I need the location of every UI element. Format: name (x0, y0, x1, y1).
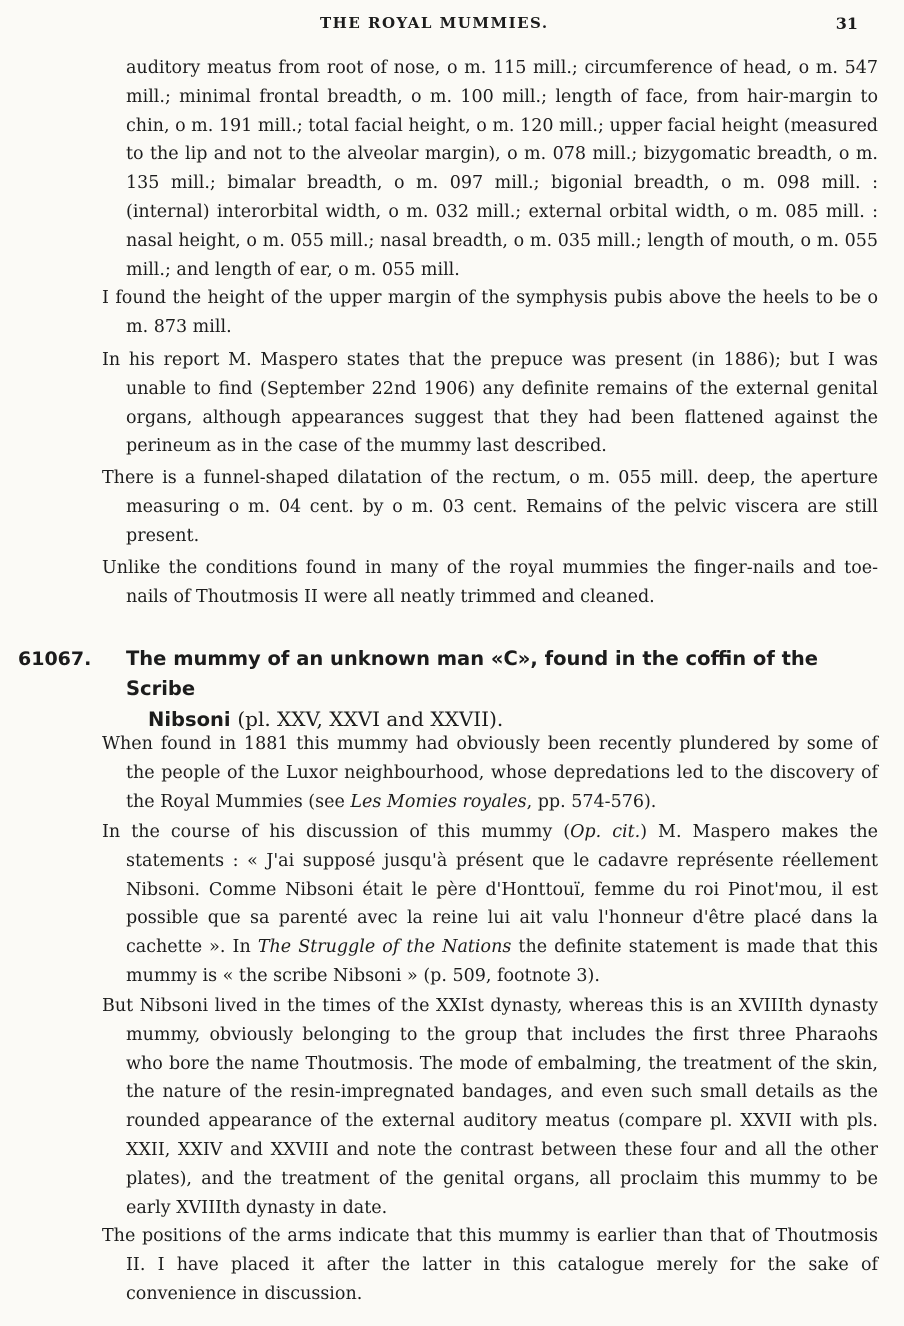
p2-opcit: Op. cit. (570, 822, 641, 842)
p1-text-a: When found in 1881 this mummy had obviously been recently plundered by some of the people of the Luxor neighbourhood, whose depredations led to the discovery of the Royal Mummies (see (102, 734, 878, 812)
plate-reference: (pl. XXV, XXVI and XXVII). (237, 707, 504, 731)
measurements-continuation: auditory meatus from root of nose, o m. 115 mill.; circumference of head, o m. 547 mill.; minimal frontal breadth, o m. 100 mill.; length of face, from hair-margin to chin, o m. 191 mill.; total facial height, o m. 120 mill.; upper facial height (measured to the lip and not to the alveolar margin), o m. 078 mill.; bizygomatic breadth, o m. 135 mill.; bimalar breadth, o m. 097 mill.; bigonial breadth, o m. 098 mill. : (internal) interorbital width, o m. 032 mill.; external orbital width, o m. 085 mill. : nasal height, o m. 055 mill.; nasal breadth, o m. 035 mill.; length of mouth, o m. 055 mill.; and length of ear, o m. 055 mill. (126, 58, 878, 280)
paragraph-discovery (102, 730, 878, 816)
entry-title-name: Nibsoni (148, 708, 231, 731)
running-head (0, 14, 904, 38)
page-number: 31 (835, 14, 858, 33)
p2-book-title: The Struggle of the Nations (257, 937, 512, 958)
catalogue-number: 61067. (18, 648, 92, 670)
paragraph-nails: Unlike the conditions found in many of the royal mummies the finger-nails and toe-nails of Thoutmosis II were all neatly trimmed and cleaned. (102, 558, 878, 607)
entry-title-line1: The mummy of an unknown man «C», found in the coffin of the Scribe (126, 647, 819, 700)
paragraph-symphysis: I found the height of the upper margin of the symphysis pubis above the heels to be o m. 873 mill. (102, 288, 878, 337)
entry-title (126, 644, 876, 735)
paragraph-arms: The positions of the arms indicate that this mummy is earlier than that of Thoutmosis II. I have placed it after the latter in this catalogue merely for the sake of convenience in discussion. (102, 1226, 878, 1304)
p1-book-title: Les Momies royales (350, 791, 527, 812)
p1-text-b: , pp. 574-576). (526, 791, 657, 812)
paragraph-dynasty: But Nibsoni lived in the times of the XXIst dynasty, whereas this is an XVIIIth dynasty mummy, obviously belonging to the group that includes the first three Pharaohs who bore the name Thoutmosis. The mode of embalming, the treatment of the skin, the nature of the resin-impregnated bandages, and even such small details as the rounded appearance of the external auditory meatus (compare pl. XXVII with pls. XXII, XXIV and XXVIII and note the contrast between these four and all the other plates), and the treatment of the genital organs, all proclaim this mummy to be early XVIIIth dynasty in date. (102, 996, 878, 1218)
running-head-title: THE ROYAL MUMMIES. (320, 14, 549, 32)
paragraph-maspero (102, 818, 878, 991)
paragraph-rectum: There is a funnel-shaped dilatation of the rectum, o m. 055 mill. deep, the aperture measuring o m. 04 cent. by o m. 03 cent. Remains of the pelvic viscera are still present. (102, 468, 878, 546)
paragraph-prepuce: In his report M. Maspero states that the prepuce was present (in 1886); but I was unable to find (September 22nd 1906) any definite remains of the external genital organs, although appearances suggest that they had been flattened against the perineum as in the case of the mummy last described. (102, 350, 878, 457)
p2-text-a: In the course of his discussion of this mummy ( (102, 822, 571, 842)
p2-text-b: ) M. Maspero makes the statements : « J'ai supposé jusqu'à présent que le cadavre représente réellement Nibsoni. Comme Nibsoni était le père d'Honttouï, femme du roi Pinot'mou, il est possible que sa parenté avec la reine lui ait valu l'honneur d'être placé dans la cachette ». In (126, 822, 878, 958)
p2-text-c: the definite statement is made that this mummy is « the scribe Nibsoni » (p. 509, footnote 3). (126, 937, 878, 986)
